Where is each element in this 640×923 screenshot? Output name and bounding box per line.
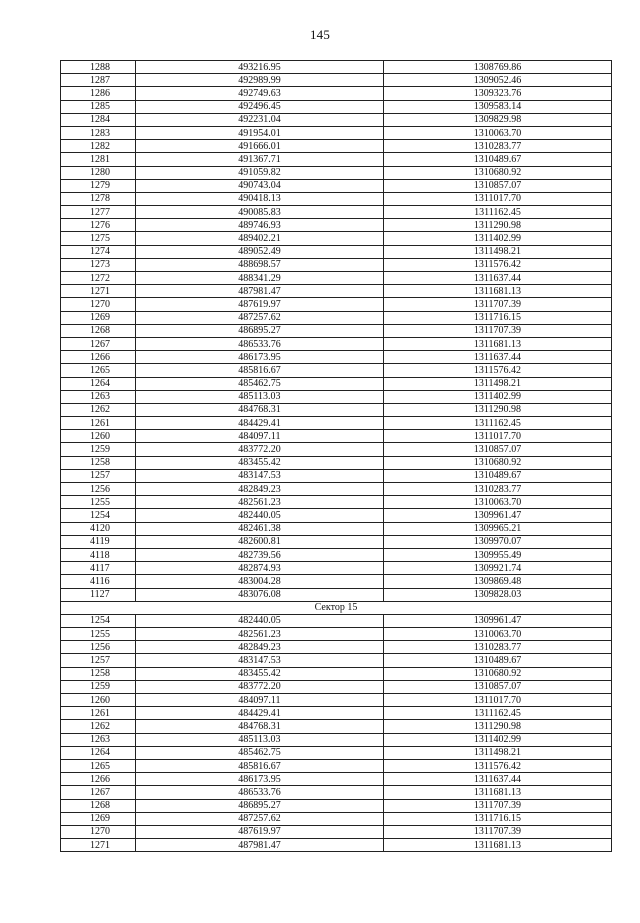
x-coordinate-cell: 483004.28	[136, 575, 384, 588]
x-coordinate-cell: 484097.11	[136, 430, 384, 443]
table-row	[61, 667, 612, 680]
point-number-cell: 1263	[61, 390, 136, 403]
table-row	[61, 575, 612, 588]
x-coordinate-cell: 492231.04	[136, 113, 384, 126]
x-coordinate-cell: 485462.75	[136, 746, 384, 759]
point-number-cell: 1285	[61, 100, 136, 113]
y-coordinate-cell: 1309828.03	[384, 588, 612, 601]
point-number-cell: 1268	[61, 799, 136, 812]
point-number-cell: 1267	[61, 786, 136, 799]
table-row	[61, 100, 612, 113]
x-coordinate-cell: 489746.93	[136, 219, 384, 232]
point-number-cell: 1275	[61, 232, 136, 245]
point-number-cell: 1273	[61, 258, 136, 271]
y-coordinate-cell: 1310063.70	[384, 496, 612, 509]
x-coordinate-cell: 482874.93	[136, 562, 384, 575]
table-row	[61, 324, 612, 337]
x-coordinate-cell: 487619.97	[136, 298, 384, 311]
y-coordinate-cell: 1309921.74	[384, 562, 612, 575]
point-number-cell: 1278	[61, 192, 136, 205]
table-row	[61, 87, 612, 100]
table-row	[61, 839, 612, 852]
point-number-cell: 1263	[61, 733, 136, 746]
x-coordinate-cell: 484768.31	[136, 720, 384, 733]
x-coordinate-cell: 486895.27	[136, 799, 384, 812]
point-number-cell: 1260	[61, 694, 136, 707]
y-coordinate-cell: 1310063.70	[384, 628, 612, 641]
point-number-cell: 4117	[61, 562, 136, 575]
x-coordinate-cell: 482849.23	[136, 641, 384, 654]
x-coordinate-cell: 483455.42	[136, 667, 384, 680]
coordinates-table	[60, 60, 612, 852]
y-coordinate-cell: 1311162.45	[384, 417, 612, 430]
x-coordinate-cell: 491954.01	[136, 126, 384, 139]
x-coordinate-cell: 487619.97	[136, 825, 384, 838]
x-coordinate-cell: 485816.67	[136, 364, 384, 377]
x-coordinate-cell: 489402.21	[136, 232, 384, 245]
table-row	[61, 443, 612, 456]
y-coordinate-cell: 1310489.67	[384, 153, 612, 166]
y-coordinate-cell: 1311576.42	[384, 364, 612, 377]
table-row	[61, 113, 612, 126]
point-number-cell: 1281	[61, 153, 136, 166]
table-row	[61, 614, 612, 627]
point-number-cell: 1288	[61, 61, 136, 74]
x-coordinate-cell: 490085.83	[136, 206, 384, 219]
point-number-cell: 1256	[61, 641, 136, 654]
table-row	[61, 403, 612, 416]
table-row	[61, 364, 612, 377]
table-row	[61, 337, 612, 350]
point-number-cell: 1287	[61, 74, 136, 87]
x-coordinate-cell: 487257.62	[136, 812, 384, 825]
point-number-cell: 1259	[61, 680, 136, 693]
y-coordinate-cell: 1308769.86	[384, 61, 612, 74]
y-coordinate-cell: 1311290.98	[384, 720, 612, 733]
x-coordinate-cell: 488698.57	[136, 258, 384, 271]
table-row	[61, 232, 612, 245]
point-number-cell: 4116	[61, 575, 136, 588]
table-row	[61, 140, 612, 153]
point-number-cell: 1261	[61, 707, 136, 720]
y-coordinate-cell: 1310680.92	[384, 456, 612, 469]
x-coordinate-cell: 484768.31	[136, 403, 384, 416]
point-number-cell: 1271	[61, 285, 136, 298]
y-coordinate-cell: 1310283.77	[384, 140, 612, 153]
y-coordinate-cell: 1311162.45	[384, 206, 612, 219]
table-row	[61, 206, 612, 219]
point-number-cell: 1260	[61, 430, 136, 443]
x-coordinate-cell: 492749.63	[136, 87, 384, 100]
table-row	[61, 258, 612, 271]
table-row	[61, 522, 612, 535]
point-number-cell: 1257	[61, 654, 136, 667]
point-number-cell: 1269	[61, 311, 136, 324]
y-coordinate-cell: 1311576.42	[384, 759, 612, 772]
point-number-cell: 1271	[61, 839, 136, 852]
table-row	[61, 786, 612, 799]
y-coordinate-cell: 1310680.92	[384, 166, 612, 179]
point-number-cell: 1254	[61, 614, 136, 627]
table-row	[61, 654, 612, 667]
y-coordinate-cell: 1310857.07	[384, 179, 612, 192]
x-coordinate-cell: 486895.27	[136, 324, 384, 337]
y-coordinate-cell: 1311290.98	[384, 219, 612, 232]
point-number-cell: 1280	[61, 166, 136, 179]
x-coordinate-cell: 483076.08	[136, 588, 384, 601]
point-number-cell: 1274	[61, 245, 136, 258]
point-number-cell: 1262	[61, 720, 136, 733]
x-coordinate-cell: 482461.38	[136, 522, 384, 535]
table-row	[61, 707, 612, 720]
point-number-cell: 1265	[61, 759, 136, 772]
x-coordinate-cell: 492989.99	[136, 74, 384, 87]
table-row	[61, 245, 612, 258]
table-row	[61, 456, 612, 469]
point-number-cell: 1127	[61, 588, 136, 601]
table-row	[61, 219, 612, 232]
x-coordinate-cell: 482440.05	[136, 509, 384, 522]
x-coordinate-cell: 486173.95	[136, 773, 384, 786]
table-row	[61, 628, 612, 641]
table-row	[61, 126, 612, 139]
point-number-cell: 1264	[61, 377, 136, 390]
y-coordinate-cell: 1311017.70	[384, 192, 612, 205]
point-number-cell: 1279	[61, 179, 136, 192]
y-coordinate-cell: 1311681.13	[384, 786, 612, 799]
x-coordinate-cell: 482561.23	[136, 496, 384, 509]
y-coordinate-cell: 1311681.13	[384, 839, 612, 852]
table-row	[61, 483, 612, 496]
y-coordinate-cell: 1309965.21	[384, 522, 612, 535]
y-coordinate-cell: 1311498.21	[384, 245, 612, 258]
x-coordinate-cell: 485462.75	[136, 377, 384, 390]
x-coordinate-cell: 485816.67	[136, 759, 384, 772]
y-coordinate-cell: 1311707.39	[384, 324, 612, 337]
table-row	[61, 179, 612, 192]
y-coordinate-cell: 1311681.13	[384, 285, 612, 298]
y-coordinate-cell: 1311017.70	[384, 694, 612, 707]
y-coordinate-cell: 1310680.92	[384, 667, 612, 680]
point-number-cell: 1256	[61, 483, 136, 496]
y-coordinate-cell: 1311290.98	[384, 403, 612, 416]
table-row	[61, 799, 612, 812]
y-coordinate-cell: 1309961.47	[384, 614, 612, 627]
table-row	[61, 469, 612, 482]
table-row	[61, 496, 612, 509]
point-number-cell: 1270	[61, 298, 136, 311]
y-coordinate-cell: 1311637.44	[384, 351, 612, 364]
y-coordinate-cell: 1311498.21	[384, 377, 612, 390]
x-coordinate-cell: 482440.05	[136, 614, 384, 627]
table-row	[61, 272, 612, 285]
table-row	[61, 548, 612, 561]
y-coordinate-cell: 1309869.48	[384, 575, 612, 588]
table-row	[61, 733, 612, 746]
point-number-cell: 1265	[61, 364, 136, 377]
table-row	[61, 680, 612, 693]
y-coordinate-cell: 1310489.67	[384, 654, 612, 667]
table-row	[61, 773, 612, 786]
x-coordinate-cell: 484429.41	[136, 417, 384, 430]
point-number-cell: 1261	[61, 417, 136, 430]
point-number-cell: 4118	[61, 548, 136, 561]
x-coordinate-cell: 485113.03	[136, 733, 384, 746]
table-row	[61, 298, 612, 311]
x-coordinate-cell: 486533.76	[136, 786, 384, 799]
x-coordinate-cell: 489052.49	[136, 245, 384, 258]
point-number-cell: 1284	[61, 113, 136, 126]
point-number-cell: 1262	[61, 403, 136, 416]
table-row	[61, 720, 612, 733]
table-row	[61, 61, 612, 74]
table-row	[61, 812, 612, 825]
point-number-cell: 1258	[61, 667, 136, 680]
x-coordinate-cell: 490743.04	[136, 179, 384, 192]
point-number-cell: 1264	[61, 746, 136, 759]
x-coordinate-cell: 491666.01	[136, 140, 384, 153]
point-number-cell: 1259	[61, 443, 136, 456]
point-number-cell: 1268	[61, 324, 136, 337]
point-number-cell: 1267	[61, 337, 136, 350]
x-coordinate-cell: 484097.11	[136, 694, 384, 707]
point-number-cell: 1283	[61, 126, 136, 139]
y-coordinate-cell: 1311402.99	[384, 232, 612, 245]
x-coordinate-cell: 485113.03	[136, 390, 384, 403]
y-coordinate-cell: 1311402.99	[384, 733, 612, 746]
point-number-cell: 1282	[61, 140, 136, 153]
point-number-cell: 1277	[61, 206, 136, 219]
y-coordinate-cell: 1309583.14	[384, 100, 612, 113]
point-number-cell: 1254	[61, 509, 136, 522]
section-header-row	[61, 601, 612, 614]
y-coordinate-cell: 1309955.49	[384, 548, 612, 561]
y-coordinate-cell: 1309829.98	[384, 113, 612, 126]
y-coordinate-cell: 1309323.76	[384, 87, 612, 100]
table-row	[61, 192, 612, 205]
table-row	[61, 285, 612, 298]
y-coordinate-cell: 1311498.21	[384, 746, 612, 759]
x-coordinate-cell: 482561.23	[136, 628, 384, 641]
table-row	[61, 351, 612, 364]
table-row	[61, 74, 612, 87]
x-coordinate-cell: 491367.71	[136, 153, 384, 166]
y-coordinate-cell: 1309961.47	[384, 509, 612, 522]
table-row	[61, 417, 612, 430]
point-number-cell: 1266	[61, 351, 136, 364]
y-coordinate-cell: 1310857.07	[384, 443, 612, 456]
section-title: Сектор 15	[61, 601, 612, 614]
y-coordinate-cell: 1310283.77	[384, 641, 612, 654]
x-coordinate-cell: 482849.23	[136, 483, 384, 496]
point-number-cell: 1269	[61, 812, 136, 825]
point-number-cell: 1255	[61, 628, 136, 641]
y-coordinate-cell: 1311402.99	[384, 390, 612, 403]
point-number-cell: 4119	[61, 535, 136, 548]
table-row	[61, 166, 612, 179]
x-coordinate-cell: 492496.45	[136, 100, 384, 113]
y-coordinate-cell: 1311716.15	[384, 812, 612, 825]
x-coordinate-cell: 486533.76	[136, 337, 384, 350]
table-row	[61, 825, 612, 838]
point-number-cell: 1272	[61, 272, 136, 285]
x-coordinate-cell: 482739.56	[136, 548, 384, 561]
x-coordinate-cell: 483772.20	[136, 680, 384, 693]
x-coordinate-cell: 487257.62	[136, 311, 384, 324]
coordinates-table-body	[61, 61, 612, 852]
table-row	[61, 694, 612, 707]
table-row	[61, 759, 612, 772]
x-coordinate-cell: 487981.47	[136, 285, 384, 298]
page-number: 145	[309, 27, 331, 42]
x-coordinate-cell: 482600.81	[136, 535, 384, 548]
y-coordinate-cell: 1311707.39	[384, 799, 612, 812]
point-number-cell: 1258	[61, 456, 136, 469]
table-row	[61, 377, 612, 390]
x-coordinate-cell: 488341.29	[136, 272, 384, 285]
table-row	[61, 153, 612, 166]
y-coordinate-cell: 1311162.45	[384, 707, 612, 720]
point-number-cell: 1257	[61, 469, 136, 482]
x-coordinate-cell: 487981.47	[136, 839, 384, 852]
y-coordinate-cell: 1311637.44	[384, 773, 612, 786]
x-coordinate-cell: 493216.95	[136, 61, 384, 74]
table-row	[61, 390, 612, 403]
x-coordinate-cell: 491059.82	[136, 166, 384, 179]
x-coordinate-cell: 483455.42	[136, 456, 384, 469]
x-coordinate-cell: 486173.95	[136, 351, 384, 364]
table-row	[61, 562, 612, 575]
y-coordinate-cell: 1311017.70	[384, 430, 612, 443]
table-row	[61, 430, 612, 443]
y-coordinate-cell: 1310857.07	[384, 680, 612, 693]
x-coordinate-cell: 483147.53	[136, 654, 384, 667]
table-row	[61, 641, 612, 654]
table-row	[61, 746, 612, 759]
x-coordinate-cell: 490418.13	[136, 192, 384, 205]
y-coordinate-cell: 1310489.67	[384, 469, 612, 482]
point-number-cell: 1266	[61, 773, 136, 786]
y-coordinate-cell: 1311716.15	[384, 311, 612, 324]
table-row	[61, 535, 612, 548]
y-coordinate-cell: 1310063.70	[384, 126, 612, 139]
table-row	[61, 588, 612, 601]
table-row	[61, 311, 612, 324]
y-coordinate-cell: 1310283.77	[384, 483, 612, 496]
y-coordinate-cell: 1311681.13	[384, 337, 612, 350]
point-number-cell: 1270	[61, 825, 136, 838]
y-coordinate-cell: 1311576.42	[384, 258, 612, 271]
y-coordinate-cell: 1311707.39	[384, 298, 612, 311]
y-coordinate-cell: 1311707.39	[384, 825, 612, 838]
table-row	[61, 509, 612, 522]
y-coordinate-cell: 1311637.44	[384, 272, 612, 285]
y-coordinate-cell: 1309970.07	[384, 535, 612, 548]
x-coordinate-cell: 483147.53	[136, 469, 384, 482]
point-number-cell: 1286	[61, 87, 136, 100]
x-coordinate-cell: 484429.41	[136, 707, 384, 720]
y-coordinate-cell: 1309052.46	[384, 74, 612, 87]
point-number-cell: 4120	[61, 522, 136, 535]
point-number-cell: 1255	[61, 496, 136, 509]
point-number-cell: 1276	[61, 219, 136, 232]
x-coordinate-cell: 483772.20	[136, 443, 384, 456]
